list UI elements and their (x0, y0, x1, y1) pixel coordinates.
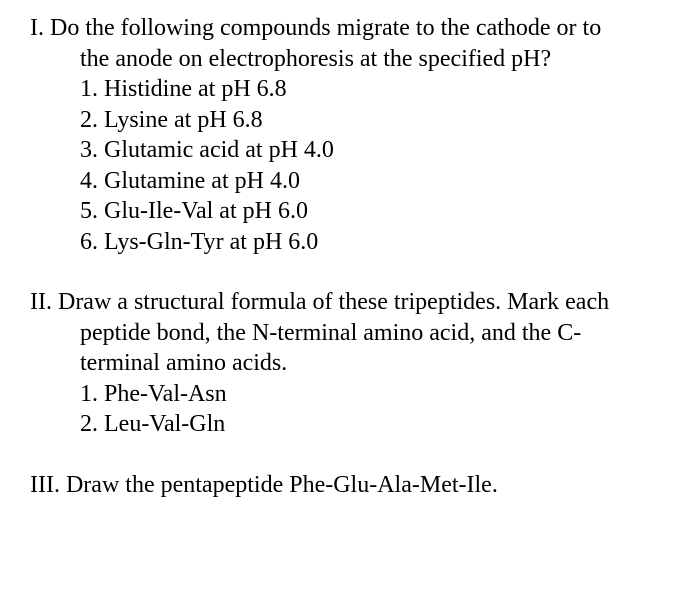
question-1-item: 5. Glu-Ile-Val at pH 6.0 (80, 198, 308, 224)
question-3 (30, 470, 690, 501)
question-1-heading-continued: the anode on electrophoresis at the specified pH? (80, 45, 552, 72)
question-2-heading: II. Draw a structural formula of these tripeptides. Mark each (30, 289, 610, 315)
question-2 (30, 287, 690, 440)
question-1-item: 1. Histidine at pH 6.8 (80, 76, 287, 102)
question-1-items (30, 74, 690, 257)
question-1-heading: I. Do the following compounds migrate to the cathode or to (30, 15, 602, 41)
question-1-item: 4. Glutamine at pH 4.0 (80, 167, 300, 194)
question-2-items (30, 379, 690, 440)
document-body (30, 13, 690, 500)
question-2-item: 2. Leu-Val-Gln (80, 411, 226, 437)
question-2-item: 1. Phe-Val-Asn (80, 380, 227, 407)
question-1-item: 3. Glutamic acid at pH 4.0 (80, 137, 334, 163)
question-2-heading-continued: peptide bond, the N-terminal amino acid, and the C- (80, 319, 582, 346)
question-1-item: 6. Lys-Gln-Tyr at pH 6.0 (80, 228, 319, 255)
question-1 (30, 13, 690, 257)
question-1-item: 2. Lysine at pH 6.8 (80, 106, 263, 133)
question-2-heading-continued: terminal amino acids. (80, 350, 288, 376)
question-3-heading: III. Draw the pentapeptide Phe-Glu-Ala-Met-Ile. (30, 471, 498, 498)
